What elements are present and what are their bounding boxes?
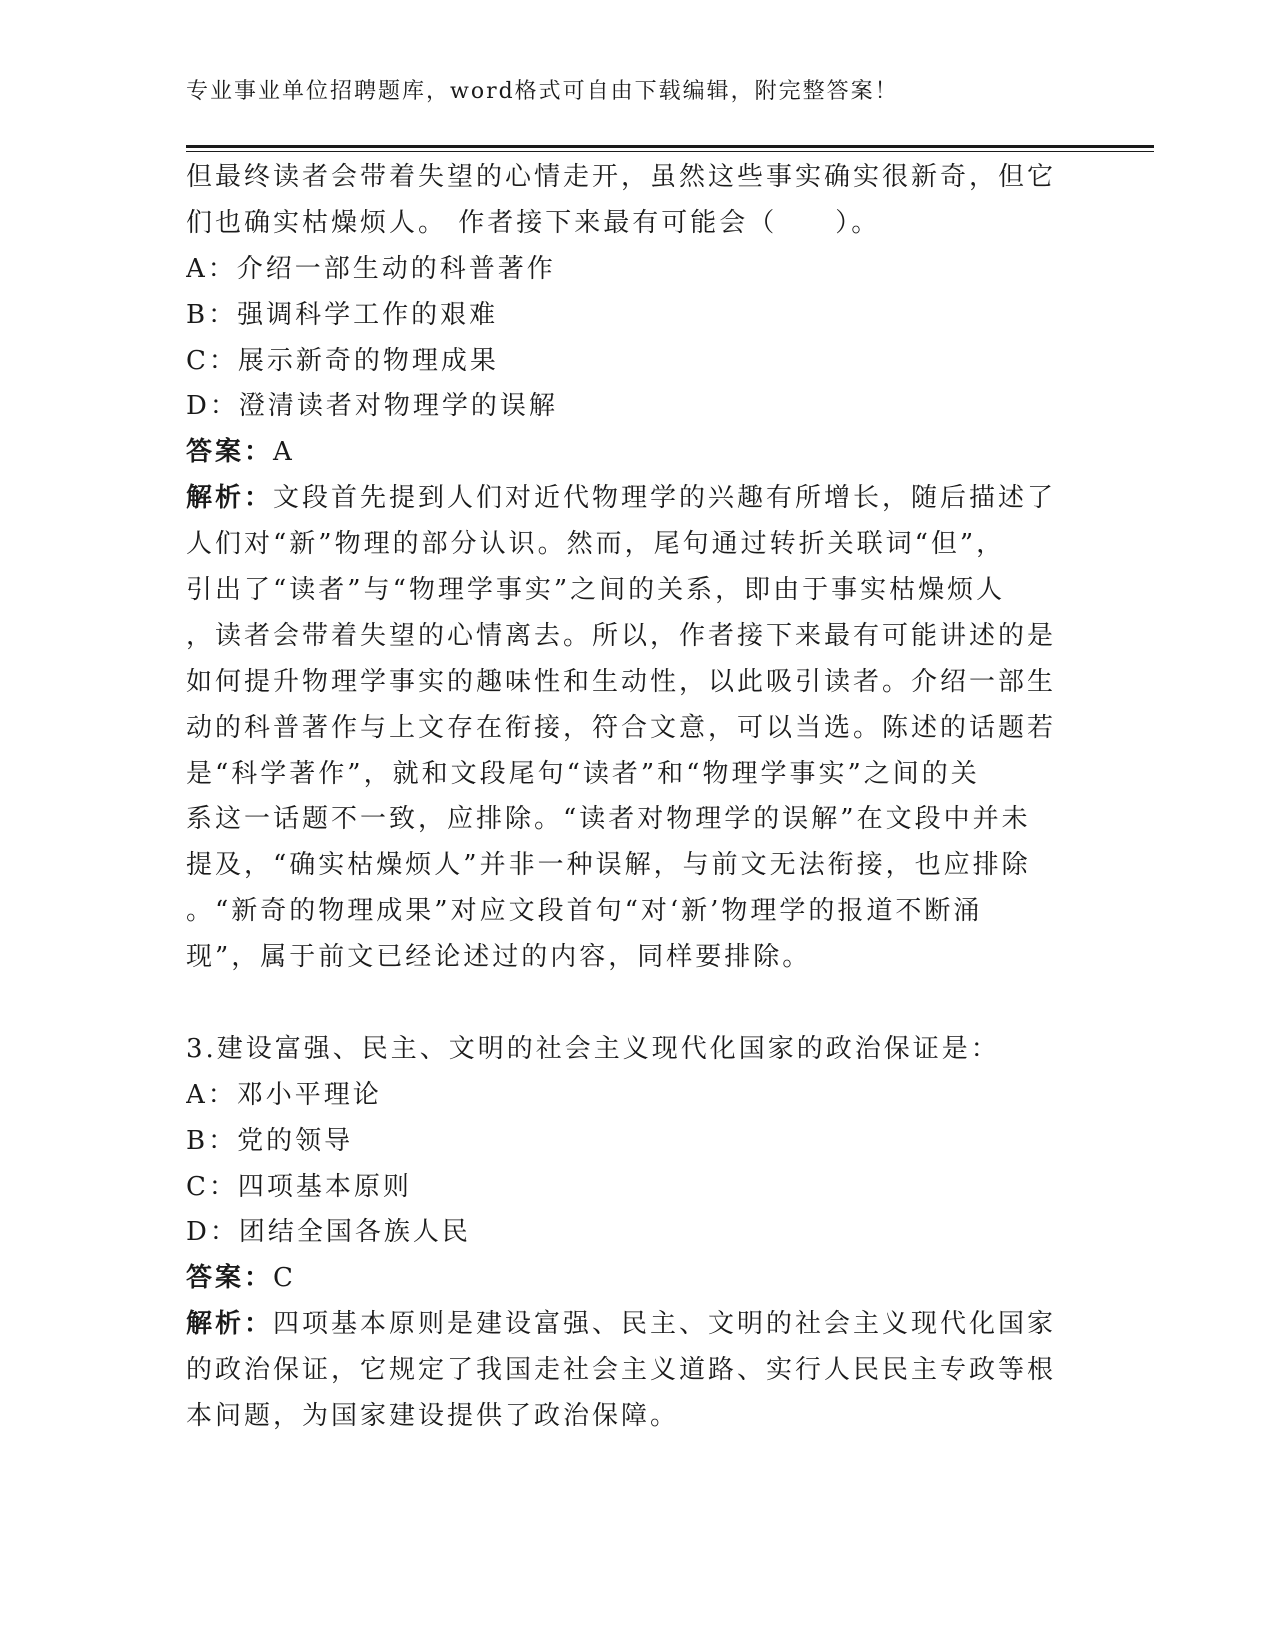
question-stem-line: 们也确实枯燥烦人。 作者接下来最有可能会（ ）。 <box>186 207 881 238</box>
answer-value: A <box>273 437 295 468</box>
analysis-line: 系这一话题不一致，应排除。“读者对物理学的误解”在文段中并未 <box>186 804 1031 835</box>
analysis-line: 的政治保证，它规定了我国走社会主义道路、实行人民民主专政等根 <box>186 1355 1057 1386</box>
analysis-line: 本问题，为国家建设提供了政治保障。 <box>186 1401 680 1432</box>
answer-label: 答案： <box>186 437 274 468</box>
answer-line <box>186 1256 1066 1302</box>
analysis-line: 。“新奇的物理成果”对应文段首句“对‘新’物理学的报道不断涌 <box>186 896 983 927</box>
option-c: C：四项基本原则 <box>186 1171 412 1202</box>
header-rule-thin <box>186 151 1154 152</box>
analysis-label: 解析： <box>186 483 274 514</box>
analysis-text: 四项基本原则是建设富强、民主、文明的社会主义现代化国家 <box>273 1309 1057 1340</box>
answer-line <box>186 430 1066 476</box>
question-stem-line: 但最终读者会带着失望的心情走开，虽然这些事实确实很新奇，但它 <box>186 162 1057 192</box>
analysis-line: ，读者会带着失望的心情离去。所以，作者接下来最有可能讲述的是 <box>186 620 1057 651</box>
analysis-line: 动的科普著作与上文存在衔接，符合文意，可以当选。陈述的话题若 <box>186 712 1057 743</box>
analysis-line: 如何提升物理学事实的趣味性和生动性，以此吸引读者。介绍一部生 <box>186 666 1057 697</box>
analysis-line: 引出了“读者”与“物理学事实”之间的关系，即由于事实枯燥烦人 <box>186 575 1006 606</box>
page-header: 专业事业单位招聘题库，word格式可自由下载编辑，附完整答案！ <box>186 79 899 104</box>
answer-value: C <box>273 1263 296 1294</box>
option-b: B：党的领导 <box>186 1125 354 1156</box>
analysis-line <box>186 1302 1066 1348</box>
option-a: A：邓小平理论 <box>186 1079 382 1110</box>
analysis-label: 解析： <box>186 1309 274 1340</box>
option-c: C：展示新奇的物理成果 <box>186 345 499 376</box>
analysis-line: 提及，“确实枯燥烦人”并非一种误解，与前文无法衔接，也应排除 <box>186 850 1031 881</box>
option-a: A：介绍一部生动的科普著作 <box>186 253 556 284</box>
option-d: D：团结全国各族人民 <box>186 1217 471 1248</box>
spacer <box>186 981 1066 1027</box>
answer-label: 答案： <box>186 1263 274 1294</box>
document-body <box>186 155 1066 1440</box>
option-b: B：强调科学工作的艰难 <box>186 299 499 330</box>
analysis-line <box>186 476 1066 522</box>
analysis-line: 是“科学著作”，就和文段尾句“读者”和“物理学事实”之间的关 <box>186 758 980 789</box>
question-stem: 3.建设富强、民主、文明的社会主义现代化国家的政治保证是： <box>186 1033 1000 1064</box>
option-d: D：澄清读者对物理学的误解 <box>186 391 558 422</box>
analysis-text: 文段首先提到人们对近代物理学的兴趣有所增长，随后描述了 <box>273 483 1057 514</box>
header-rule-thick <box>186 145 1154 148</box>
analysis-line: 人们对“新”物理的部分认识。然而，尾句通过转折关联词“但”， <box>186 529 1006 560</box>
analysis-line: 现”，属于前文已经论述过的内容，同样要排除。 <box>186 942 812 973</box>
